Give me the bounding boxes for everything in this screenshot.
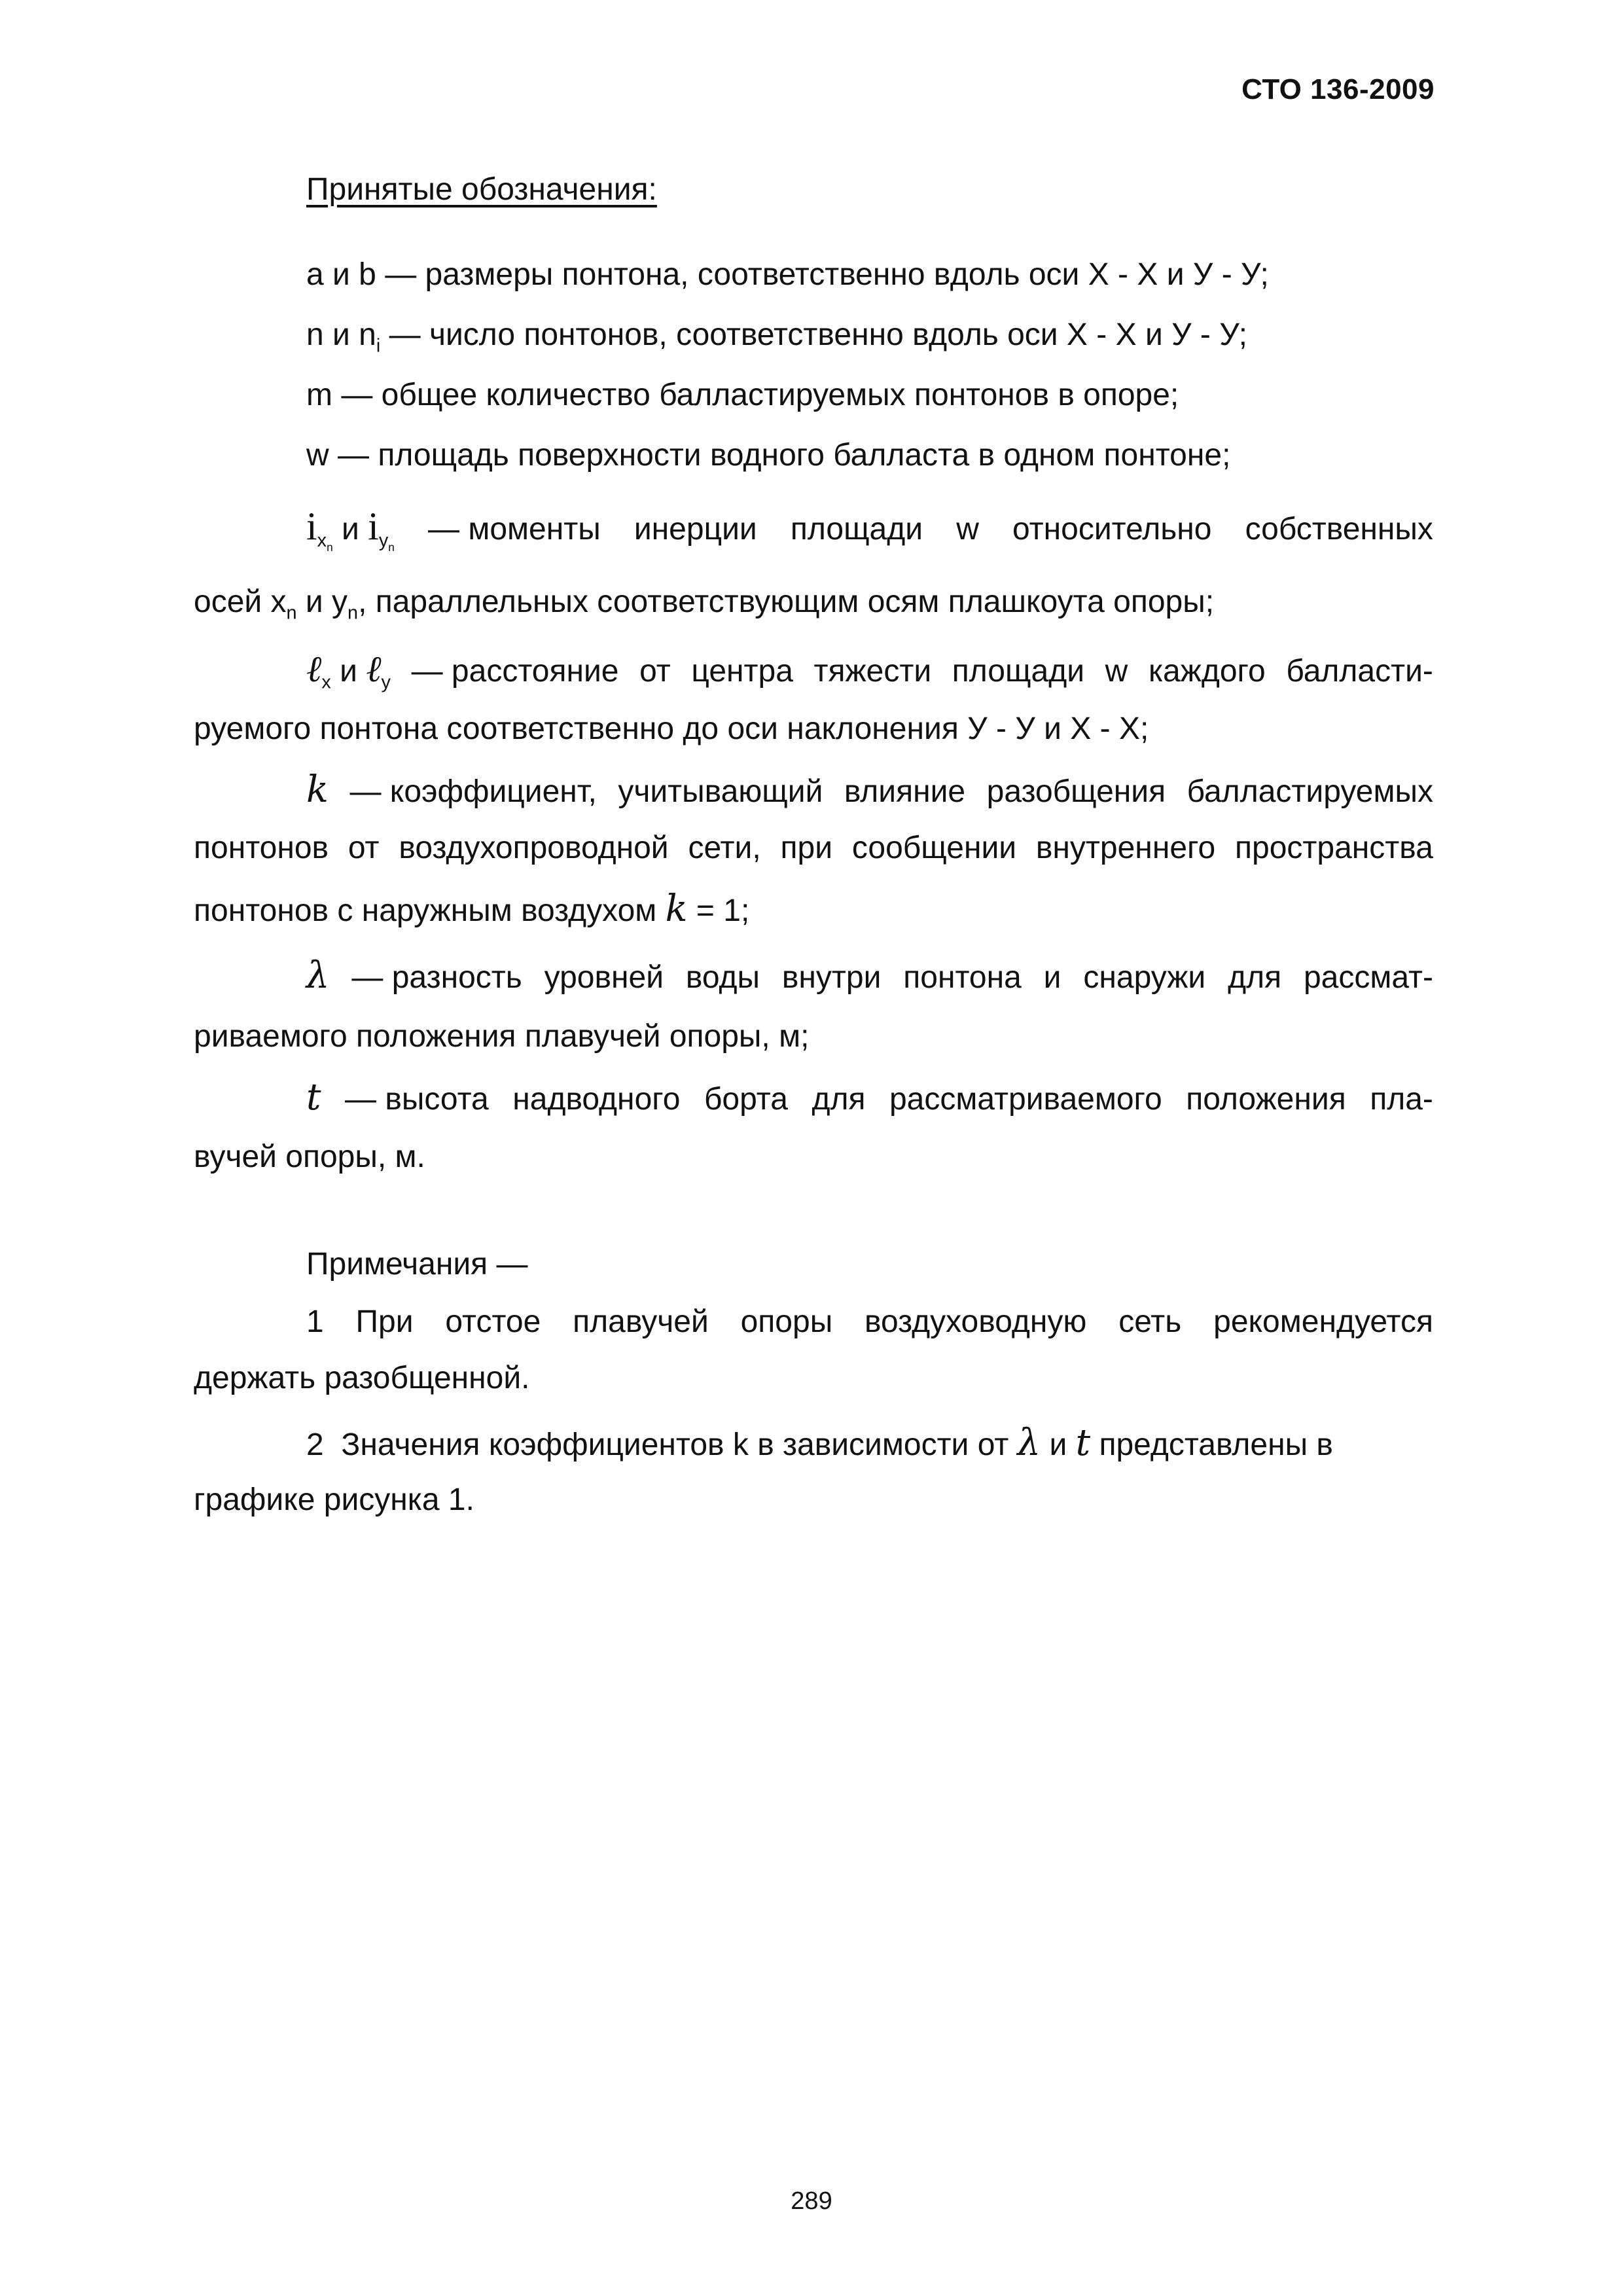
- note-2-t: t: [1075, 1422, 1091, 1464]
- def-k-word: влияние: [844, 774, 966, 809]
- def-t-word: пла-: [1370, 1082, 1433, 1117]
- notes-title: Примечания —: [306, 1247, 528, 1282]
- def-k-word: внутреннего: [1035, 831, 1216, 865]
- note-1-word: плавучей: [573, 1304, 709, 1339]
- def-l-word: площади: [952, 654, 1085, 689]
- def-k-word: учитывающий: [618, 774, 823, 809]
- def-n: [306, 317, 1247, 357]
- def-k-line3-text: понтонов с наружным воздухом: [194, 893, 666, 928]
- def-t-word: положения: [1186, 1082, 1346, 1117]
- def-lambda-word: уровней: [544, 960, 664, 995]
- def-l-line1: [306, 648, 1433, 694]
- def-i-line1: [306, 504, 1433, 554]
- def-i-word: относительно: [1012, 512, 1212, 547]
- def-lambda-sym: λ: [306, 954, 330, 997]
- section-heading: Принятые обозначения:: [306, 172, 657, 207]
- note-2-lambda: λ: [1017, 1422, 1041, 1464]
- def-k-word: пространства: [1235, 831, 1433, 865]
- def-k-word: понтонов: [194, 831, 329, 865]
- def-i-word: — моменты: [428, 512, 601, 547]
- def-i-word: инерции: [633, 512, 757, 547]
- def-n-text: n и n: [306, 317, 376, 352]
- def-i-word: площади: [790, 512, 923, 547]
- def-i-line2-sub2: n: [348, 602, 359, 624]
- def-lambda-word: внутри: [781, 960, 882, 995]
- note-1-word: отстое: [445, 1304, 541, 1339]
- def-k-word: балластируемых: [1186, 774, 1433, 809]
- def-l-word: от: [639, 654, 671, 689]
- def-l-word: w: [1105, 654, 1128, 689]
- def-i-sub-x-letter: x: [317, 529, 327, 551]
- def-l-sub-y: y: [381, 672, 391, 693]
- def-i-word: собственных: [1245, 512, 1433, 547]
- def-k-line3: [194, 888, 749, 930]
- def-t-word: для: [812, 1082, 866, 1117]
- def-n-rest: — число понтонов, соответственно вдоль оси Х - Х и У - У;: [380, 317, 1248, 352]
- def-lambda-word: снаружи: [1083, 960, 1206, 995]
- def-i-sub-x-n: n: [327, 540, 333, 554]
- def-k-sym: k: [306, 768, 329, 811]
- def-t-word: рассматриваемого: [889, 1082, 1162, 1117]
- def-t-word: борта: [704, 1082, 788, 1117]
- def-l-symbols: ℓ$_x$ и ℓ$_y$: [306, 648, 391, 693]
- def-l-word: каждого: [1148, 654, 1266, 689]
- def-lambda-line2: риваемого положения плавучей опоры, м;: [194, 1019, 810, 1054]
- def-l-word: тяжести: [813, 654, 932, 689]
- def-lambda-word: воды: [685, 960, 760, 995]
- def-k-line2: [194, 830, 1433, 866]
- def-k-word: — коэффициент,: [349, 774, 597, 809]
- def-l-line2: руемого понтона соответственно до оси наклонения У - У и Х - Х;: [194, 711, 1149, 746]
- def-k-word: сообщении: [851, 831, 1017, 865]
- def-k-line1: [306, 768, 1433, 811]
- def-lambda-word: и: [1043, 960, 1061, 995]
- note-1-word: При: [355, 1304, 414, 1339]
- def-i-sub-y-n: n: [388, 540, 395, 554]
- def-i-sub-y: [378, 529, 395, 554]
- def-t-line2: вучей опоры, м.: [194, 1139, 425, 1174]
- def-lambda-word: — разность: [351, 960, 522, 995]
- def-l-sym-y: ℓ: [366, 648, 382, 691]
- def-ab: a и b — размеры понтона, соответственно вдоль оси Х - Х и У - У;: [306, 257, 1269, 292]
- def-l-word: центра: [691, 654, 793, 689]
- def-k-word: сети,: [688, 831, 761, 865]
- note-1-word: 1: [306, 1304, 324, 1339]
- def-t-word: надводного: [512, 1082, 681, 1117]
- def-i-sub-y-letter: y: [378, 529, 389, 551]
- note-1-line1: [306, 1304, 1433, 1340]
- def-k-line3-end: = 1;: [687, 893, 750, 928]
- def-i-symbols: [306, 504, 395, 554]
- def-i-line2-rest: , параллельных соответствующим осям плашкоута опоры;: [358, 584, 1215, 619]
- note-2-post: представлены в: [1090, 1427, 1333, 1462]
- def-i-sym-y: i: [368, 505, 379, 548]
- document-code: СТО 136-2009: [1241, 73, 1435, 105]
- def-i-sub-x: [317, 529, 333, 554]
- def-m: m — общее количество балластируемых понтонов в опоре;: [306, 378, 1179, 412]
- def-lambda-line1: [306, 954, 1433, 997]
- note-2-line1: [306, 1422, 1333, 1464]
- def-w: w — площадь поверхности водного балласта в одном понтоне;: [306, 438, 1231, 473]
- def-t-sym: t: [306, 1076, 321, 1119]
- def-i-line2-mid: и y: [296, 584, 348, 619]
- note-2-mid: и: [1041, 1427, 1076, 1462]
- def-k-word: разобщения: [986, 774, 1166, 809]
- def-l-word: балласти-: [1286, 654, 1433, 689]
- note-2-line2: графике рисунка 1.: [194, 1482, 474, 1517]
- def-k-sym-inline: k: [665, 888, 688, 930]
- note-1-word: воздуховодную: [865, 1304, 1087, 1339]
- def-k-word: при: [780, 831, 833, 865]
- def-i-line2-start: осей x: [194, 584, 287, 619]
- note-1-word: опоры: [740, 1304, 833, 1339]
- def-lambda-word: для: [1228, 960, 1282, 995]
- note-1-word: сеть: [1118, 1304, 1182, 1339]
- def-l-sub-x: x: [321, 672, 331, 693]
- note-2-pre: 2 Значения коэффициентов k в зависимости от: [306, 1427, 1018, 1462]
- def-i-line2: [194, 584, 1214, 624]
- def-t-word: — высота: [345, 1082, 489, 1117]
- def-n-sub: i: [376, 335, 381, 357]
- def-t-line1: [306, 1076, 1433, 1119]
- def-lambda-word: рассмат-: [1303, 960, 1433, 995]
- page-number: 289: [791, 2187, 832, 2215]
- def-i-and: и: [332, 512, 368, 547]
- def-k-word: от: [348, 831, 380, 865]
- def-l-sym-x: ℓ: [306, 648, 322, 691]
- def-lambda-word: понтона: [903, 960, 1022, 995]
- def-i-line2-sub: n: [286, 602, 297, 624]
- def-i-word: w: [956, 512, 979, 547]
- note-1-line2: держать разобщенной.: [194, 1361, 530, 1395]
- def-l-word: — расстояние: [411, 654, 619, 689]
- def-k-word: воздухопроводной: [399, 831, 669, 865]
- note-1-word: рекомендуется: [1213, 1304, 1433, 1339]
- def-i-sym-x: i: [306, 505, 317, 548]
